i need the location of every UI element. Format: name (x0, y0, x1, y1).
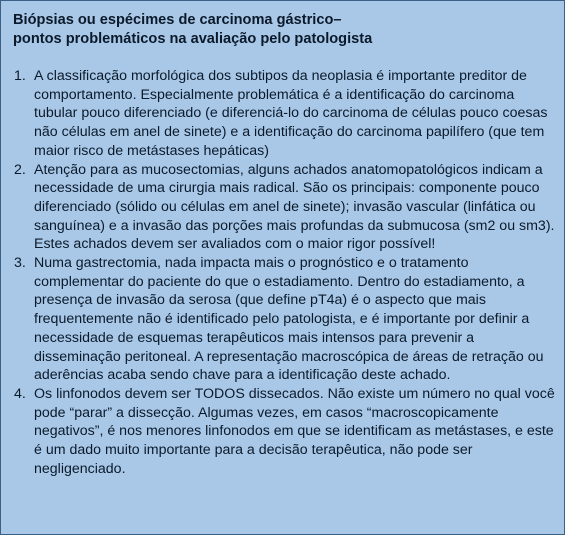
list-item-text: Atenção para as mucosectomias, alguns achados anatomopatológicos indicam a necessidade de uma cirurgia mais radical. São os principais: componente pouco diferenciado (sólido ou células em anel de sinete); invasão vascular (linfática ou sanguínea) e a invasão das porções mais profundas da submucosa (sm2 ou sm3). Estes achados devem ser avaliados com o maior rigor possível! (34, 161, 555, 253)
list-item-number: 2. (14, 161, 26, 178)
list-item-text: A classificação morfológica dos subtipos da neoplasia é importante preditor de comportamento. Especialmente problemática é a identificação do carcinoma tubular pouco diferenciado (e diferenciá-lo do carcinoma de células pouco coesas não células em anel de sinete) e a identificação do carcinoma papilífero (que tem maior risco de metástases hepáticas) (34, 68, 548, 159)
list-item-text: Os linfonodos devem ser TODOS dissecados. Não existe um número no qual você pode “parar” a dissecção. Algumas vezes, em casos “macroscopicamente negativos”, é nos menores linfonodos em que se identificam as metástases, e este é um dado muito importante para a decisão terapêutica, não pode ser negligenciado. (34, 385, 555, 477)
title-line-1: Biópsias ou espécimes de carcinoma gástrico– (13, 12, 342, 28)
box-title (13, 11, 555, 49)
list-item-number: 1. (14, 68, 26, 84)
list-item-number: 4. (14, 385, 26, 402)
title-line-2: pontos problemáticos na avaliação pelo patologista (13, 31, 373, 47)
list-item (10, 67, 555, 161)
numbered-list (10, 67, 555, 478)
list-item (10, 385, 555, 479)
list-item-number: 3. (14, 255, 26, 272)
list-item-text: Numa gastrectomia, nada impacta mais o prognóstico e o tratamento complementar do paciente do que o estadiamento. Dentro do estadiamento, a presença de invasão da serosa (que define pT4a) é o aspecto que mais frequentemente não é identificado pelo patologista, e é importante por definir a necessidade de esquemas terapêuticos mais intensos para prevenir a disseminação peritoneal. A representação macroscópica de áreas de retração ou aderências acaba sendo chave para a identificação deste achado. (34, 255, 544, 384)
list-item (10, 161, 555, 255)
list-item (10, 254, 555, 385)
